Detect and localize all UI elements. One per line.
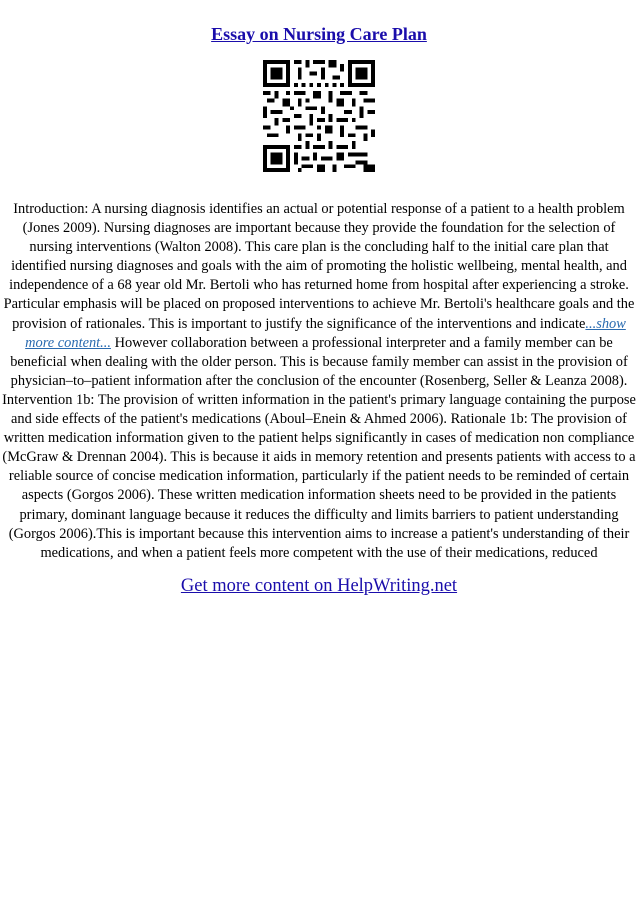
qr-code-icon xyxy=(263,60,375,172)
title-link[interactable]: Essay on Nursing Care Plan xyxy=(211,24,427,44)
essay-text-part-1: Introduction: A nursing diagnosis identifies an actual or potential response of a patient to a health problem (Jones 2009). Nursing diagnoses are important because they provide the foundation for the selection of nursing interventions (Walton 2008). This care plan is the concluding half to the initial care plan that identified nursing diagnoses and goals with the aim of promoting the holistic wellbeing, mental health, and independence of a 68 year old Mr. Bertoli who has returned home from hospital after experiencing a stroke. Particular emphasis will be placed on proposed interventions to achieve Mr. Bertoli's healthcare goals and the provision of rationales. This is important to justify the significance of the interventions and indicate xyxy=(3,201,635,332)
page-title xyxy=(0,22,638,46)
helpwriting-link[interactable]: Get more content on HelpWriting.net xyxy=(180,576,458,596)
footer xyxy=(0,574,638,598)
essay-text-part-2: However collaboration between a professional interpreter and a family member can be beneficial when dealing with the older person. This is because family member can assist in the provision of physician–to–patient information after the conclusion of the encounter (Rosenberg, Seller & Leanza 2008). Intervention 1b: The provision of written information in the patient's primary language containing the purpose and side effects of the patient's medications (Aboul–Enein & Ahmed 2006). Rationale 1b: The provision of written medication information given to the patient helps significantly in cases of medication non compliance (McGraw & Drennan 2004). This is because it aids in memory retention and presents patients with access to a reliable source of concise medication information, particularly if the patient needs to be reminded of certain aspects (Gorgos 2006). These written medication information sheets need to be provided in the patients primary, dominant language because it reduces the difficulty and limits barriers to patient understanding (Gorgos 2006).This is important because this intervention aims to increase a patient's understanding of their medications, and when a patient feels more competent with the use of their medications, reduced xyxy=(2,334,636,561)
show-more-link[interactable]: ...show more content... xyxy=(25,315,626,351)
essay-excerpt xyxy=(2,200,636,563)
